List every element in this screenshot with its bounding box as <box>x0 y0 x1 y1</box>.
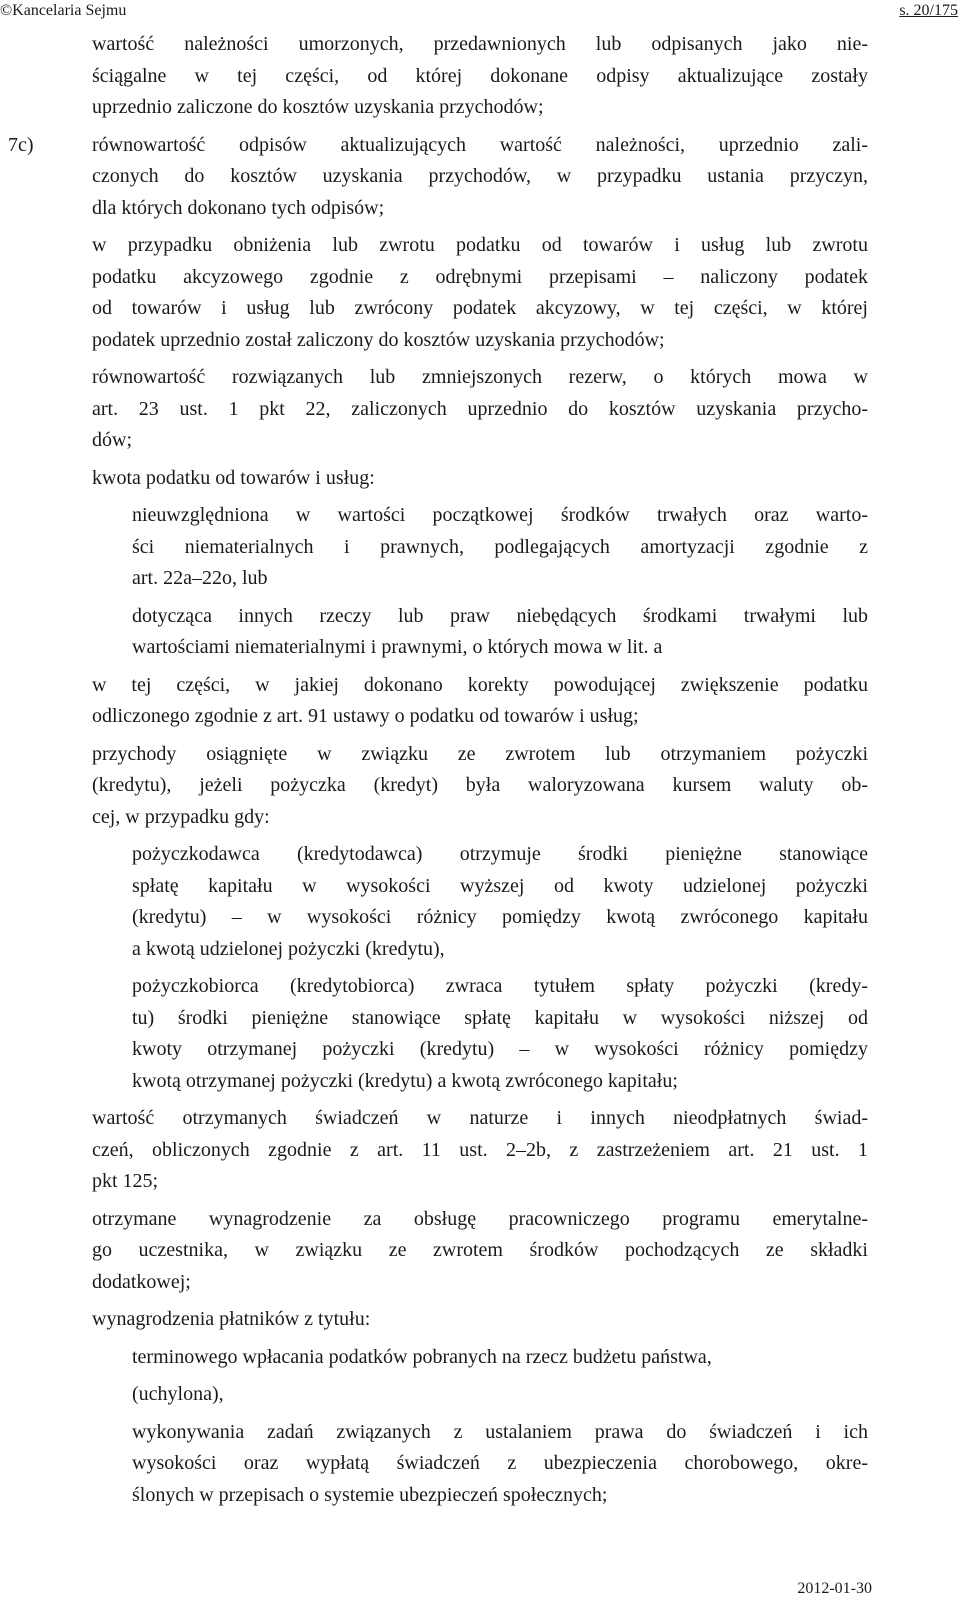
item-7e <box>0 362 868 457</box>
item-10-a <box>0 1342 868 1374</box>
item-line: wartościami niematerialnymi i prawnymi, o których mowa w lit. a <box>132 636 663 658</box>
item-line: ściągalne w tej części, od której dokonane odpisy aktualizujące zostały <box>92 64 868 87</box>
item-7c <box>0 130 868 225</box>
item-line: równowartość rozwiązanych lub zmniejszonych rezerw, o których mowa w <box>92 366 868 388</box>
item-line: dotycząca innych rzeczy lub praw niebędących środkami trwałymi lub <box>132 604 868 627</box>
item-line: od towarów i usług lub zwrócony podatek akcyzowy, w tej części, w której <box>92 297 868 319</box>
item-7f-b <box>0 601 868 664</box>
item-label: 7c) <box>8 133 34 156</box>
item-line: art. 22a–22o, lub <box>132 567 268 589</box>
item-line: podatku akcyzowego zgodnie z odrębnymi przepisami – naliczony podatek <box>92 265 868 288</box>
item-line: dodatkowej; <box>92 1270 191 1293</box>
item-line: go uczestnika, w związku ze zwrotem środków pochodzących ze składki <box>92 1239 868 1261</box>
item-line: art. 23 ust. 1 pkt 22, zaliczonych uprzednio do kosztów uzyskania przycho- <box>92 397 868 420</box>
item-line: a kwotą udzielonej pożyczki (kredytu), <box>132 937 445 960</box>
item-line: otrzymane wynagrodzenie za obsługę pracowniczego programu emerytalne- <box>92 1207 868 1230</box>
item-7g <box>0 739 868 834</box>
item-line: (uchylona), <box>132 1383 224 1405</box>
item-line: pkt 125; <box>92 1170 159 1192</box>
item-10-c <box>0 1417 868 1512</box>
item-line: wynagrodzenia płatników z tytułu: <box>92 1308 371 1330</box>
item-line: wykonywania zadań związanych z ustalaniem prawa do świadczeń i ich <box>132 1420 868 1443</box>
item-9 <box>0 1204 868 1299</box>
item-line: przychody osiągnięte w związku ze zwrotem lub otrzymaniem pożyczki <box>92 742 868 765</box>
item-line: kwota podatku od towarów i usług: <box>92 466 375 489</box>
item-7f-a <box>0 500 868 595</box>
item-line: pożyczkobiorca (kredytobiorca) zwraca tytułem spłaty pożyczki (kredy- <box>132 975 868 997</box>
item-7g-b <box>0 971 868 1097</box>
item-line: spłatę kapitału w wysokości wyższej od kwoty udzielonej pożyczki <box>132 874 868 897</box>
item-line: cej, w przypadku gdy: <box>92 805 270 828</box>
item-line: tu) środki pieniężne stanowiące spłatę kapitału w wysokości niższej od <box>132 1006 868 1029</box>
item-7g-a <box>0 839 868 965</box>
item-line: kwoty otrzymanej pożyczki (kredytu) – w wysokości różnicy pomiędzy <box>132 1038 868 1060</box>
page-header <box>0 0 960 22</box>
item-line: wartość otrzymanych świadczeń w naturze i innych nieodpłatnych świad- <box>92 1107 868 1129</box>
item-7f-tail <box>0 670 868 733</box>
item-line: ślonych w przepisach o systemie ubezpieczeń społecznych; <box>132 1483 608 1506</box>
item-8 <box>0 1103 868 1198</box>
item-line: wartość należności umorzonych, przedawnionych lub odpisanych jako nie- <box>92 33 868 55</box>
item-line: czeń, obliczonych zgodnie z art. 11 ust. 2–2b, z zastrzeżeniem art. 21 ust. 1 <box>92 1138 868 1161</box>
item-line: czonych do kosztów uzyskania przychodów, w przypadku ustania przyczyn, <box>92 165 868 187</box>
item-line: terminowego wpłacania podatków pobranych na rzecz budżetu państwa, <box>132 1345 712 1368</box>
document-body <box>0 29 960 1517</box>
item-line: (kredytu) – w wysokości różnicy pomiędzy kwotą zwróconego kapitału <box>132 906 868 928</box>
item-line: pożyczkodawca (kredytodawca) otrzymuje środki pieniężne stanowiące <box>132 843 868 865</box>
item-line: kwotą otrzymanej pożyczki (kredytu) a kwotą zwróconego kapitału; <box>132 1069 678 1092</box>
item-line: uprzednio zaliczone do kosztów uzyskania przychodów; <box>92 96 544 118</box>
item-7b <box>0 29 868 124</box>
item-line: wysokości oraz wypłatą świadczeń z ubezpieczenia chorobowego, okre- <box>132 1452 868 1474</box>
item-10 <box>0 1304 868 1336</box>
item-line: nieuwzględniona w wartości początkowej środków trwałych oraz warto- <box>132 504 868 526</box>
item-7d <box>0 230 868 356</box>
item-10-b <box>0 1379 868 1411</box>
item-line: w przypadku obniżenia lub zwrotu podatku od towarów i usług lub zwrotu <box>92 234 868 256</box>
item-line: ści niematerialnych i prawnych, podlegających amortyzacji zgodnie z <box>132 535 868 558</box>
document-date: 2012-01-30 <box>797 1580 872 1597</box>
item-line: równowartość odpisów aktualizujących wartość należności, uprzednio zali- <box>92 133 868 156</box>
page-number: s. 20/175 <box>899 2 958 19</box>
item-line: dów; <box>92 429 132 451</box>
item-7f <box>0 463 868 495</box>
item-line: (kredytu), jeżeli pożyczka (kredyt) była waloryzowana kursem waluty ob- <box>92 774 868 796</box>
copyright-notice: ©Kancelaria Sejmu <box>0 2 127 19</box>
item-line: podatek uprzednio został zaliczony do kosztów uzyskania przychodów; <box>92 328 665 351</box>
item-line: w tej części, w jakiej dokonano korekty powodującej zwiększenie podatku <box>92 673 868 696</box>
item-line: dla których dokonano tych odpisów; <box>92 196 385 219</box>
item-line: odliczonego zgodnie z art. 91 ustawy o podatku od towarów i usług; <box>92 705 639 727</box>
